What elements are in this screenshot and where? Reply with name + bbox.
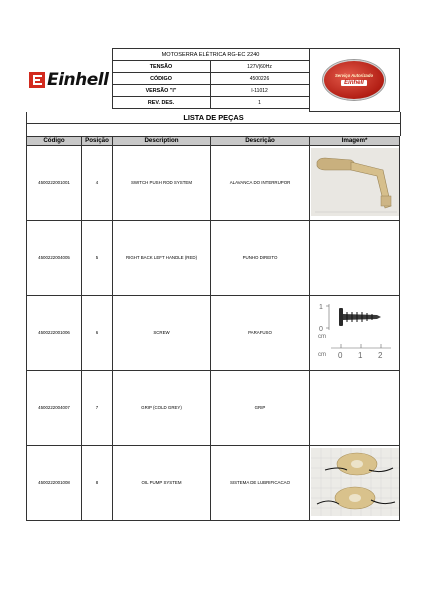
part-image-cell-empty [310, 220, 400, 295]
part-description-en: RIGHT BACK LEFT HANDLE (RED) [113, 220, 211, 295]
scale-h-tick: 1 [358, 351, 363, 360]
part-code: 4500222001001 [27, 145, 82, 220]
field-label-codigo: CÓDIGO [112, 73, 210, 85]
part-description-en: SWITCH PUSH ROD SYSTEM [113, 145, 211, 220]
field-value-rev: 1 [210, 97, 309, 109]
seal-top-text: Serviço Autorizado [335, 73, 374, 79]
col-header-imagem: Imagem* [310, 136, 400, 145]
product-name: MOTOSERRA ELÉTRICA RG-EC 2240 [112, 49, 309, 61]
part-description-pt: SISTEMA DE LUBRIFICACAO [211, 445, 310, 520]
part-image-cell-empty [310, 370, 400, 445]
scale-unit: cm [318, 334, 326, 340]
einhell-logo [26, 49, 112, 112]
brand-name: Einhell [47, 69, 109, 90]
table-row [27, 295, 400, 370]
col-header-codigo: Código [27, 136, 82, 145]
push-rod-photo [311, 148, 399, 216]
part-description-en: SCREW [113, 295, 211, 370]
scale-unit: cm [318, 352, 326, 358]
part-description-pt: PUNHO DIREITO [211, 220, 310, 295]
col-header-descricao: Descrição [211, 136, 310, 145]
scale-h-tick: 0 [338, 351, 343, 360]
part-code: 4500222001006 [27, 295, 82, 370]
field-value-versao: I-11012 [210, 85, 309, 97]
part-description-en: GRIP (COLD GREY) [113, 370, 211, 445]
parts-list-sheet [26, 48, 399, 521]
part-description-pt: ALAVANCA DO INTERRUPOR [211, 145, 310, 220]
scale-h-tick: 2 [378, 351, 383, 360]
authorized-service-seal [309, 49, 399, 112]
field-value-tensao: 127V|60Hz [210, 61, 309, 73]
spacer [26, 124, 401, 136]
part-image-cell [310, 145, 400, 220]
part-code: 4500222001008 [27, 445, 82, 520]
part-description-en: OIL PUMP SYSTEM [113, 445, 211, 520]
table-row [27, 145, 400, 220]
einhell-e-icon [29, 72, 45, 88]
part-code: 4500222004005 [27, 220, 82, 295]
part-position: 6 [82, 295, 113, 370]
field-label-tensao: TENSÃO [112, 61, 210, 73]
part-description-pt: GRIP [211, 370, 310, 445]
col-header-description: Description [113, 136, 211, 145]
part-code: 4500222004007 [27, 370, 82, 445]
part-position: 8 [82, 445, 113, 520]
field-value-codigo: 4500226 [210, 73, 309, 85]
oil-pump-photo [311, 448, 399, 516]
part-description-pt: PARAFUSO [211, 295, 310, 370]
table-row [27, 445, 400, 520]
seal-brand-text: Einhell [341, 80, 367, 86]
parts-table [26, 136, 400, 521]
part-image-cell [310, 295, 400, 370]
field-label-versao: VERSÃO "I" [112, 85, 210, 97]
part-image-cell [310, 445, 400, 520]
part-position: 4 [82, 145, 113, 220]
list-title: LISTA DE PEÇAS [26, 112, 401, 124]
field-label-rev: REV. DES. [112, 97, 210, 109]
table-row [27, 370, 400, 445]
scale-v-tick: 0 [319, 326, 323, 333]
scale-v-tick: 1 [319, 304, 323, 311]
screw-photo [311, 298, 399, 366]
part-position: 7 [82, 370, 113, 445]
part-position: 5 [82, 220, 113, 295]
table-row [27, 220, 400, 295]
header-table [26, 48, 400, 112]
col-header-posicao: Posição [82, 136, 113, 145]
